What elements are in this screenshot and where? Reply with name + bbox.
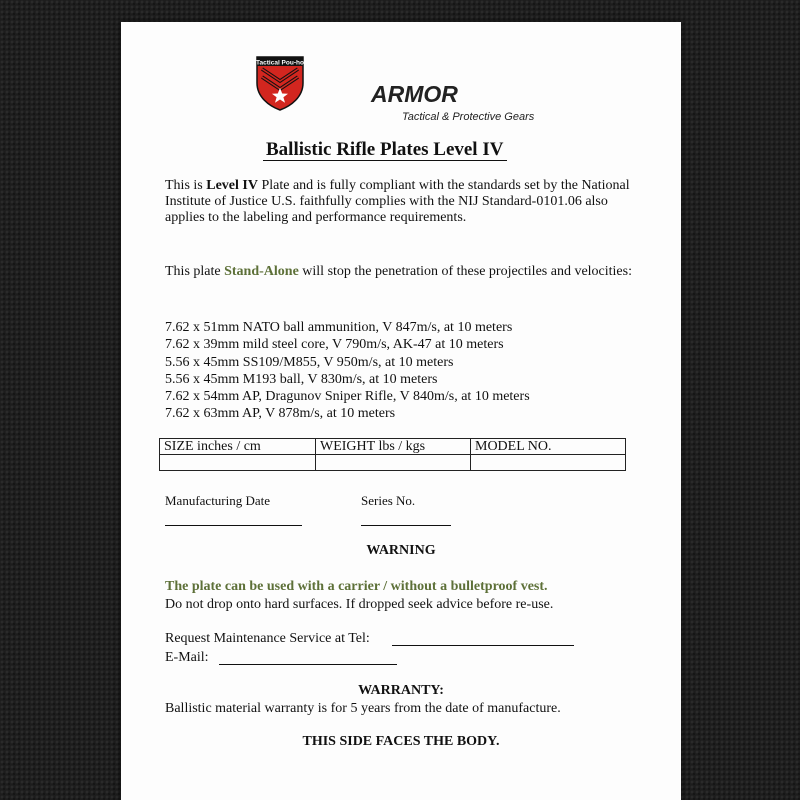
size-cell[interactable] bbox=[160, 455, 316, 471]
standalone-before: This plate bbox=[165, 264, 225, 279]
document-title: Ballistic Rifle Plates Level IV bbox=[263, 139, 507, 161]
intro-before: This is bbox=[165, 178, 207, 193]
projectile-item: 7.62 x 51mm NATO ball ammunition, V 847m/s, at 10 meters bbox=[165, 320, 513, 335]
standalone-after: will stop the penetration of these projectiles and velocities: bbox=[298, 264, 632, 279]
standalone-paragraph bbox=[165, 264, 640, 280]
intro-paragraph bbox=[165, 178, 640, 226]
size-header: SIZE inches / cm bbox=[160, 439, 316, 455]
manufacturing-date-label: Manufacturing Date bbox=[165, 493, 271, 508]
warranty-heading: WARRANTY: bbox=[358, 683, 444, 698]
series-no-line[interactable] bbox=[361, 525, 451, 526]
model-cell[interactable] bbox=[471, 455, 626, 471]
table-header-row bbox=[160, 439, 626, 455]
projectile-list bbox=[165, 319, 530, 423]
warranty-text: Ballistic material warranty is for 5 years from the date of manufacture. bbox=[165, 701, 561, 716]
model-header: MODEL NO. bbox=[471, 439, 626, 455]
weight-header: WEIGHT lbs / kgs bbox=[316, 439, 471, 455]
shield-logo-icon bbox=[255, 53, 305, 111]
warning-drop-text: Do not drop onto hard surfaces. If dropped seek advice before re-use. bbox=[165, 597, 554, 612]
instruction-sheet bbox=[121, 22, 681, 800]
maintenance-tel-line[interactable] bbox=[392, 645, 574, 646]
logo-text: Tactical Pou-ho bbox=[256, 59, 304, 67]
manufacturing-date-line[interactable] bbox=[165, 525, 302, 526]
projectile-item: 5.56 x 45mm SS109/M855, V 950m/s, at 10 meters bbox=[165, 354, 454, 370]
projectile-item: 7.62 x 39mm mild steel core, V 790m/s, AK-47 at 10 meters bbox=[165, 337, 504, 353]
series-no-label: Series No. bbox=[361, 493, 416, 508]
warning-heading: WARNING bbox=[366, 543, 436, 558]
standalone-highlight: Stand-Alone bbox=[224, 264, 299, 279]
intro-after: Plate and is fully compliant with the standards set by the National Institute of Justice U.S. faithfully complies with the NIJ Standard-0101.06 also applies to the labeling and performance requirements. bbox=[165, 178, 630, 225]
spec-table bbox=[159, 438, 626, 471]
weight-cell[interactable] bbox=[316, 455, 471, 471]
projectile-item: 7.62 x 63mm AP, V 878m/s, at 10 meters bbox=[165, 406, 396, 422]
table-row bbox=[160, 455, 626, 471]
intro-level: Level IV bbox=[206, 178, 258, 193]
warning-carrier-text: The plate can be used with a carrier / without a bulletproof vest. bbox=[165, 579, 548, 594]
email-line[interactable] bbox=[219, 664, 397, 665]
brand-tagline: Tactical & Protective Gears bbox=[402, 111, 535, 123]
projectile-item: 7.62 x 54mm AP, Dragunov Sniper Rifle, V 840m/s, at 10 meters bbox=[165, 389, 530, 405]
brand-name: ARMOR bbox=[371, 81, 458, 107]
projectile-item: 5.56 x 45mm M193 ball, V 830m/s, at 10 meters bbox=[165, 371, 438, 387]
maintenance-label: Request Maintenance Service at Tel: bbox=[165, 631, 370, 646]
footer-notice: THIS SIDE FACES THE BODY. bbox=[302, 734, 500, 749]
email-label: E-Mail: bbox=[165, 650, 209, 665]
